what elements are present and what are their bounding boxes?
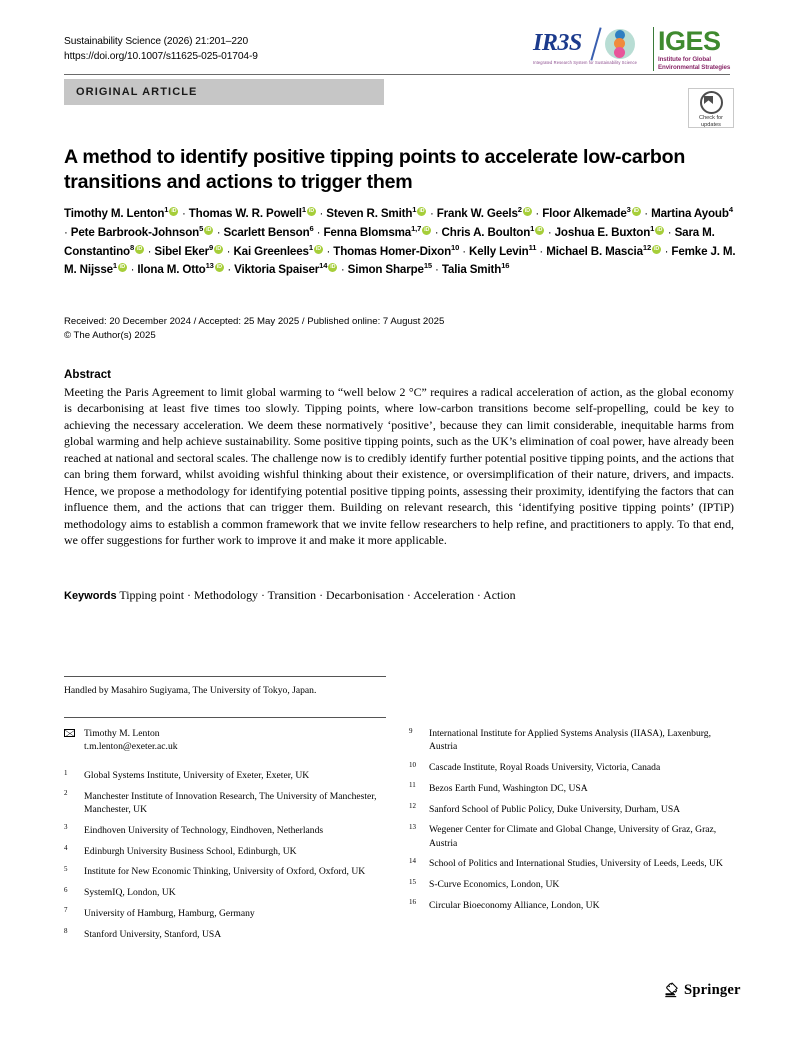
author-entry [234, 263, 338, 276]
journal-citation: Sustainability Science (2026) 21:201–220 [64, 36, 249, 47]
corresponding-author-name: Timothy M. Lenton [84, 728, 160, 739]
author-affiliation-marker: 12 [642, 242, 652, 252]
orcid-icon[interactable] [523, 207, 532, 216]
author-entry [323, 223, 431, 239]
affiliations-left-column [64, 769, 388, 949]
orcid-icon[interactable] [118, 263, 127, 272]
author-name: Thomas W. R. Powell [188, 207, 302, 220]
author-affiliation-marker: 1 [164, 205, 169, 215]
author-name: Talia Smith [441, 263, 502, 277]
author-affiliation-marker: 8 [129, 242, 135, 252]
orcid-icon[interactable] [204, 226, 213, 235]
affiliation-item [409, 823, 733, 849]
affiliation-number: 6 [64, 885, 68, 894]
author-affiliation-marker: 1,7 [411, 223, 422, 233]
affiliation-item [409, 803, 733, 816]
author-separator: · [661, 244, 672, 258]
footnote-divider-top [64, 676, 386, 677]
author-affiliation-marker: 1 [112, 261, 117, 271]
author-name: Sara M. Constantino [64, 225, 715, 258]
affiliation-text: S-Curve Economics, London, UK [429, 879, 560, 891]
crossmark-icon [700, 91, 723, 114]
author-entry [442, 263, 510, 276]
author-affiliation-marker: 16 [501, 261, 510, 271]
author-entry [326, 207, 427, 220]
author-separator: · [337, 263, 348, 277]
author-entry [546, 242, 661, 258]
author-affiliation-marker: 15 [423, 261, 432, 271]
author-separator: · [313, 225, 324, 239]
author-separator: · [536, 244, 547, 258]
affiliation-text: Manchester Institute of Innovation Research, The University of Manchester, Manchester, UK [84, 790, 377, 815]
author-affiliation-marker: 1 [650, 223, 655, 233]
corresponding-author-block [64, 727, 388, 753]
author-entry [554, 223, 665, 239]
affiliation-number: 12 [409, 802, 416, 811]
orcid-icon[interactable] [652, 245, 661, 254]
author-affiliation-marker: 1 [308, 242, 313, 252]
author-name: Femke J. M. M. Nijsse [64, 244, 736, 277]
author-separator: · [178, 207, 189, 220]
author-separator: · [323, 244, 334, 258]
author-name: Pete Barbrook-Johnson [70, 225, 200, 239]
header-divider [64, 74, 730, 75]
affiliation-number: 2 [64, 789, 68, 798]
orcid-icon[interactable] [328, 263, 337, 272]
copyright-line: © The Author(s) 2025 [64, 330, 156, 341]
abstract-section [64, 368, 734, 549]
article-type-label: ORIGINAL ARTICLE [76, 86, 198, 98]
affiliation-text: Sanford School of Public Policy, Duke University, Durham, USA [429, 803, 681, 815]
author-entry [189, 207, 317, 220]
affiliation-text: School of Politics and International Studies, University of Leeds, Leeds, UK [429, 858, 723, 870]
affiliation-number: 4 [64, 844, 68, 853]
ir3s-dot-pink-icon [614, 47, 625, 58]
author-entry [542, 207, 641, 220]
author-separator: · [144, 244, 155, 258]
author-name: Frank W. Geels [436, 207, 518, 220]
author-affiliation-marker: 5 [199, 223, 204, 233]
affiliation-item [409, 782, 733, 795]
affiliation-text: Eindhoven University of Technology, Eindhoven, Netherlands [84, 824, 324, 836]
iges-tagline-line1: Institute for Global [658, 56, 711, 63]
author-name: Simon Sharpe [347, 263, 424, 277]
orcid-icon[interactable] [307, 207, 316, 216]
page-title: A method to identify positive tipping points to accelerate low-carbon transitions and actions to trigger them [64, 146, 686, 194]
check-for-updates-badge[interactable] [688, 88, 734, 128]
iges-tagline [658, 56, 742, 71]
corresponding-author-email[interactable]: t.m.lenton@exeter.ac.uk [84, 741, 178, 753]
author-entry [348, 263, 432, 276]
affiliation-text: Global Systems Institute, University of Exeter, Exeter, UK [84, 770, 310, 781]
author-separator: · [664, 225, 675, 239]
author-name: Thomas Homer-Dixon [333, 244, 452, 258]
springer-knight-icon [664, 982, 680, 999]
author-affiliation-marker: 14 [319, 261, 328, 271]
check-updates-line1: Check for [699, 115, 723, 121]
author-entry [651, 207, 733, 220]
author-entry [154, 242, 223, 258]
springer-wordmark: Springer [684, 982, 741, 998]
author-name: Martina Ayoub [651, 207, 729, 220]
author-affiliation-marker: 1 [530, 223, 535, 233]
affiliation-item [64, 865, 388, 878]
affiliation-text: Stanford University, Stanford, USA [84, 928, 222, 940]
author-separator: · [532, 207, 543, 220]
author-name: Kelly Levin [469, 244, 529, 258]
author-name: Floor Alkemade [542, 207, 627, 220]
author-separator: · [223, 244, 234, 258]
affiliation-number: 14 [409, 856, 416, 865]
orcid-icon[interactable] [314, 245, 323, 254]
publication-dates [64, 315, 444, 343]
affiliation-text: SystemIQ, London, UK [84, 887, 176, 899]
keywords-label: Keywords [64, 590, 117, 602]
author-name: Ilona M. Otto [137, 263, 206, 277]
affiliation-text: Cascade Institute, Royal Roads University, Victoria, Canada [429, 762, 661, 773]
author-separator: · [431, 225, 442, 239]
affiliation-item [409, 727, 733, 753]
orcid-icon[interactable] [214, 245, 223, 254]
author-name: Scarlett Benson [223, 225, 310, 239]
affiliation-item [409, 899, 733, 912]
orcid-icon[interactable] [417, 207, 426, 216]
orcid-icon[interactable] [215, 263, 224, 272]
author-name: Fenna Blomsma [323, 225, 412, 239]
author-list [64, 205, 736, 280]
author-entry [469, 242, 537, 258]
author-separator: · [224, 263, 235, 277]
affiliation-item [64, 824, 388, 837]
author-name: Kai Greenlees [233, 244, 309, 258]
affiliation-number: 11 [409, 781, 416, 790]
author-separator: · [431, 263, 442, 277]
handled-by-note: Handled by Masahiro Sugiyama, The University of Tokyo, Japan. [64, 685, 317, 696]
iges-wordmark: IGES [658, 26, 721, 56]
affiliation-text: University of Hamburg, Hamburg, Germany [84, 907, 255, 919]
affiliation-item [64, 769, 388, 782]
keywords-text: Tipping point · Methodology · Transition · Decarbonisation · Acceleration · Action [119, 588, 516, 602]
author-separator: · [544, 225, 555, 239]
author-entry [233, 242, 323, 258]
author-entry [70, 223, 214, 239]
author-entry [223, 223, 314, 239]
affiliation-item [409, 878, 733, 891]
iges-logo [653, 27, 742, 71]
affiliation-text: Institute for New Economic Thinking, University of Oxford, Oxford, UK [84, 866, 366, 878]
affiliation-item [409, 761, 733, 774]
affiliation-item [64, 928, 388, 941]
author-affiliation-marker: 1 [412, 205, 417, 215]
author-separator: · [64, 225, 71, 239]
affiliation-number: 3 [64, 823, 68, 832]
author-separator: · [426, 207, 437, 220]
affiliation-number: 15 [409, 877, 416, 886]
author-affiliation-marker: 4 [728, 205, 733, 215]
footnote-divider-bottom [64, 717, 386, 718]
author-entry [137, 263, 224, 276]
author-affiliation-marker: 13 [205, 261, 214, 271]
envelope-icon [64, 729, 75, 737]
abstract-heading: Abstract [64, 368, 112, 381]
affiliation-item [409, 857, 733, 870]
affiliation-text: Edinburgh University Business School, Edinburgh, UK [84, 845, 297, 857]
doi-link[interactable]: https://doi.org/10.1007/s11625-025-01704-9 [64, 51, 258, 62]
affiliation-number: 5 [64, 864, 68, 873]
author-separator: · [641, 207, 652, 220]
ir3s-slash-icon [590, 27, 601, 60]
author-entry [441, 223, 545, 239]
affiliation-number: 13 [409, 822, 416, 831]
author-entry [333, 242, 460, 258]
affiliation-item [64, 886, 388, 899]
ir3s-wordmark: IR3S [533, 30, 582, 56]
affiliation-number: 7 [64, 906, 68, 915]
affiliation-text: Wegener Center for Climate and Global Change, University of Graz, Graz, Austria [429, 824, 717, 849]
author-separator: · [459, 244, 470, 258]
ir3s-tagline: Integrated Research System for Sustainability Science [533, 60, 638, 65]
affiliation-item [64, 907, 388, 920]
check-updates-text [689, 115, 733, 128]
orcid-icon[interactable] [135, 245, 144, 254]
author-affiliation-marker: 6 [309, 223, 314, 233]
affiliation-item [64, 790, 388, 816]
received-accepted-published: Received: 20 December 2024 / Accepted: 25 May 2025 / Published online: 7 August 2025 [64, 316, 445, 327]
ir3s-logo [533, 27, 641, 69]
affiliation-number: 8 [64, 927, 68, 936]
author-name: Steven R. Smith [326, 207, 413, 220]
affiliations-right-column [409, 727, 733, 920]
author-affiliation-marker: 1 [301, 205, 306, 215]
affiliation-number: 16 [409, 898, 416, 907]
keywords-section [64, 587, 734, 604]
affiliation-number: 10 [409, 760, 416, 769]
abstract-text: Meeting the Paris Agreement to limit global warming to “well below 2 °C” requires a radical acceleration of action, as the global economy is decarbonising at least five times too slowly. Tipping points, where low-carbon transitions become self-propelling, could be key to achieving the necessary acceleration. We deem these normatively ‘positive’, because they can limit considerable, inequitable harms from global warming and help achieve sustainability. Some positive tipping points, such as the UK’s elimination of coal power, have already been reached at national and sectoral scales. The challenge now is to credibly identify further potential positive tipping points, and the actions that can bring them forward, whilst avoiding wishful thinking about their existence, or oversimplification of their nature, drivers, and impacts. Hence, we propose a methodology for identifying potential positive tipping points, assessing their proximity, identifying the factors that can influence them, and the actions that can trigger them. Building on relevant research, this ‘identifying positive tipping points’ (IPTiP) methodology aims to establish a common framework that we invite fellow researchers to help refine, and practitioners to apply. To that end, we offer suggestions for further work to improve it and make it more applicable. [64, 385, 734, 548]
author-separator: · [213, 225, 224, 239]
publisher-logos [533, 27, 742, 71]
author-name: Sibel Eker [154, 244, 209, 258]
author-name: Chris A. Boulton [441, 225, 531, 239]
orcid-icon[interactable] [535, 226, 544, 235]
article-type-banner [64, 79, 384, 105]
springer-logo [664, 982, 741, 999]
orcid-icon[interactable] [632, 207, 641, 216]
masthead [64, 34, 464, 64]
author-affiliation-marker: 9 [209, 242, 214, 252]
affiliation-item [64, 845, 388, 858]
affiliation-number: 1 [64, 768, 68, 777]
affiliation-text: International Institute for Applied Systems Analysis (IIASA), Laxenburg, Austria [429, 728, 711, 753]
affiliation-text: Circular Bioeconomy Alliance, London, UK [429, 899, 600, 911]
check-updates-line2: updates [701, 121, 721, 128]
orcid-icon[interactable] [169, 207, 178, 216]
author-affiliation-marker: 11 [528, 242, 537, 252]
affiliation-text: Bezos Earth Fund, Washington DC, USA [429, 782, 588, 794]
author-name: Viktoria Spaiser [234, 263, 320, 277]
orcid-icon[interactable] [422, 226, 431, 235]
author-name: Timothy M. Lenton [64, 207, 165, 220]
author-entry [64, 207, 179, 220]
author-affiliation-marker: 2 [517, 205, 522, 215]
author-name: Joshua E. Buxton [554, 225, 651, 239]
author-name: Michael B. Mascia [546, 244, 643, 258]
orcid-icon[interactable] [655, 226, 664, 235]
author-separator: · [316, 207, 327, 220]
author-entry [437, 207, 533, 220]
iges-tagline-line2: Environmental Strategies [658, 63, 731, 71]
author-affiliation-marker: 3 [626, 205, 631, 215]
author-affiliation-marker: 10 [451, 242, 460, 252]
affiliation-number: 9 [409, 726, 413, 735]
author-separator: · [127, 263, 138, 277]
